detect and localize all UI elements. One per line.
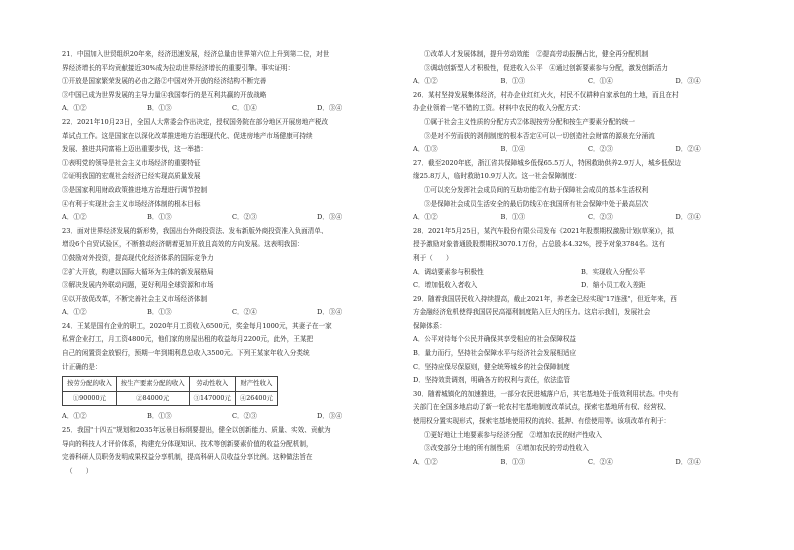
answer-options [62,211,402,225]
option-d[interactable]: D．③④ [317,412,343,421]
option-a[interactable]: A．①② [62,308,87,317]
option-a[interactable]: A．公平对待每个公民并确保其享受相应的社会保障权益 [413,335,577,344]
option-a[interactable]: A．①② [62,412,87,421]
statement: ④有利于实现社会主义市场经济体制的根本目标 [62,199,201,208]
question-30 [413,388,763,470]
question-27 [413,157,763,225]
option-c[interactable]: C．坚持应保尽保原则，健全统筹城乡的社会保障制度 [413,362,570,371]
answer-options [413,456,763,470]
question-25-options [413,48,763,89]
option-b[interactable]: B．①③ [147,213,172,222]
answer-options [413,266,763,280]
option-d[interactable]: D．缩小员工收入差距 [581,281,646,290]
question-24 [62,320,402,424]
question-text: 保障体系： [413,321,446,330]
right-column [413,48,763,469]
question-text: 发展、推进共同富裕上迈出重要步伐，这一举措： [62,145,208,154]
table-header-row [63,377,278,392]
question-25 [62,424,402,478]
option-b[interactable]: B．①③ [147,104,172,113]
option-c[interactable]: C．②④ [232,308,257,317]
option-b[interactable]: B．实现收入分配公平 [581,267,646,276]
option-b[interactable]: B．①④ [500,145,526,154]
question-text: 方金融经济危机使得我国居民高福利制度陷入巨大的压力。这启示我们，发展社会 [413,308,651,317]
table-header: 财产性收入 [235,377,277,392]
option-b[interactable]: B．①③ [500,213,526,222]
table-cell: ②84000元 [116,391,189,406]
statement: ①鼓励对外投资，提高现代化经济体系的国际竞争力 [62,253,214,262]
question-28 [413,225,763,293]
answer-options [413,143,763,157]
option-b[interactable]: B．①③ [147,412,172,421]
option-a[interactable]: A．①② [413,77,438,86]
question-text: 增设6个自贸试验区，不断推动经济朝着更加开放且高效的方向发展。这表明我国： [62,240,304,249]
answer-options [413,211,763,225]
question-21 [62,48,402,116]
question-text: 办企业领着一笔不错的工资。材料中农民的收入分配方式： [413,104,585,113]
statement: ①可以充分发挥社会成员间的互助功能②有助于保障社会成员的基本生活权利 [424,185,649,194]
answer-options [62,306,402,320]
option-c[interactable]: C．增加低收入者收入 [413,281,478,290]
option-d[interactable]: D．③④ [317,308,343,317]
statement: ③是国家利用财政政策推进地方治理进行调节控制 [62,185,208,194]
question-text: 25．我国"十四五"规划和2035年远景目标纲要提出，健全以创新能力、质量、实效、贡献为 [62,426,331,435]
question-text: 27．截至2020年底，浙江省共保障城乡低保65.5万人，特困救助供养2.9万人，城乡低保边 [413,158,681,167]
question-29 [413,293,763,388]
option-b[interactable]: B．①③ [500,457,526,466]
question-text: 30．随着城镇化的加速推进，一部分农民进城落户后，其宅基地处于低效利用状态。中央有 [413,389,679,398]
question-text: 界经济增长的平均贡献接近30%成为拉动世界经济增长的重要引擎。事实证明： [62,63,295,72]
option-d[interactable]: D．③④ [675,457,701,466]
statement: ③改变部分土地的所有制性质 ④增加农民的劳动性收入 [424,444,589,453]
question-text: 缘25.8万人，临时救助10.9万人次。这一社会保障制度： [413,172,581,181]
table-cell: ④26400元 [235,391,277,406]
option-d[interactable]: D．③④ [675,213,701,222]
option-d[interactable]: D．③④ [317,213,343,222]
question-text: 23．面对世界经济发展的新形势，我国出台外商投资法、发布新版外商投资准入负面清单、 [62,226,328,235]
question-text: 22．2021年10月23日，全国人大常委会作出决定，授权国务院在部分地区开展房地产税改 [62,117,329,126]
option-c[interactable]: C．②③ [232,412,257,421]
table-row [63,391,278,406]
question-23 [62,225,402,320]
statement: ①开放是国家繁荣发展的必由之路②中国对外开放的经济结构不断完善 [62,77,267,86]
question-26 [413,89,763,157]
question-22 [62,116,402,225]
statement: ①表明党的领导是社会主义市场经济的重要特征 [62,158,201,167]
option-b[interactable]: B．①③ [147,308,172,317]
option-c[interactable]: C．②③ [588,213,613,222]
option-a[interactable]: A．调动要素参与积极性 [413,267,484,276]
statement: ②证明我国的宏观社会经济已经实现高质量发展 [62,172,201,181]
question-text: 利于（ ） [413,253,453,262]
option-a[interactable]: A．①② [62,104,87,113]
left-column [62,48,402,478]
question-text: 使用权分置实现形式，探索宅基地使用权的流转、抵押、有偿使用等。该项改革有利于： [413,417,671,426]
question-text: 革试点工作。这是国家在以深化改革推进地方治理现代化、促进房地产市场健康可持续 [62,131,313,140]
option-d[interactable]: D．坚持效贵调剂，明确各方的权利与责任，依法监管 [413,376,570,385]
option-c[interactable]: C．①④ [232,104,257,113]
statement: ④以开放促改革，不断完善社会主义市场经济体制 [62,294,208,303]
table-header: 劳动性收入 [189,377,235,392]
table-cell: ③147000元 [189,391,235,406]
option-d[interactable]: D．③④ [317,104,343,113]
question-text: 26．某村坚持发展集体经济，村办企业红红火火，村民不仅耕种自家承包的土地，而且在村 [413,90,679,99]
question-text: 自己的闲置资金放银行，预期一年到期利息总收入3500元。下列王某家年收入分类统 [62,349,310,358]
income-table [62,376,278,406]
statement: ③调动创新型人才积极性，促进收入公平 ④通过创新要素参与分配，激发创新活力 [424,63,668,72]
option-c[interactable]: C．②④ [588,457,613,466]
statement: ③是保障社会成员生活安全的最后防线④在我国所有社会保障中处于最高层次 [424,199,649,208]
answer-blank: （ ） [66,466,93,475]
answer-options [413,279,763,293]
option-c[interactable]: C．②③ [588,145,613,154]
option-a[interactable]: A．①② [62,213,87,222]
table-header: 按生产要素分配的收入 [116,377,189,392]
option-d[interactable]: D．②④ [675,145,701,154]
statement: ③中国已成为世界发展的主导力量④我国奉行的是互利共赢的开放战略 [62,90,267,99]
statement: ①改革人才发展体制，提升劳动效能 ②提高劳动报酬占比，健全再分配机制 [424,50,649,58]
option-a[interactable]: A．①② [413,213,438,222]
statement: ③解决发展内外联动问题，更好利用全球资源和市场 [62,281,214,290]
option-d[interactable]: D．③④ [675,77,701,86]
table-header: 按劳分配的收入 [63,377,117,392]
option-a[interactable]: A．①② [413,457,438,466]
statement: ③是对不劳而获的剥削制度的根本否定④可以一切创造社会财富的源泉充分涌流 [424,131,655,140]
answer-options [62,102,402,116]
option-b[interactable]: B．量力而行，坚持社会保障水平与经济社会发展相适应 [413,349,577,358]
statement: ②扩大开放，构建以国际大循环为主体的新发展格局 [62,267,214,276]
question-text: 导向的科技人才评价体系，构建充分体现知识、技术等创新要素价值的收益分配机制， [62,439,313,448]
answer-options [413,75,763,89]
question-text: 28．2021年5月25日，某汽车股份有限公司发布《2021年股票期权激励计划(草案)》，拟 [413,226,674,235]
question-text: 授予激励对象普通股股票期权3070.1万份，占总股本4.32%，授予对象3784名。这有 [413,240,666,249]
option-c[interactable]: C．②③ [232,213,257,222]
question-text: 24．王某是国有企业的职工，2020年月工资收入6500元，奖金每月1000元，其妻子在一家 [62,321,332,330]
option-b[interactable]: B．①③ [500,77,526,86]
answer-options [62,410,402,424]
question-text: 29．随着我国居民收入持续提高，截止2021年，养老金已经实现"17连涨"，但近年来，西 [413,294,677,303]
question-text: 私营企业打工，月工资4800元，他们家的房屋出租的收益每月2200元，此外，王某把 [62,335,314,344]
statement: ①更好地让土地要素参与经济分配 ②增加农民的财产性收入 [424,430,603,439]
question-text: 完善科研人员职务发明成果权益分享机制，提高科研人员收益分享比例。这种做法旨在 [62,453,313,462]
question-text: 计正确的是： [62,362,102,371]
question-text: 关部门在全国多地启动了新一轮农村宅基地制度改革试点，探索宅基地所有权、经营权、 [413,403,671,412]
option-a[interactable]: A．①③ [413,145,438,154]
table-cell: ①90000元 [63,391,117,406]
question-text: 21．中国加入世贸组织20年来，经济迅速发展，经济总量由世界第六位上升到第二位，对世 [62,50,330,58]
option-c[interactable]: C．①④ [588,77,613,86]
statement: ①属于社会主义性质的分配方式②体现按劳分配和按生产要素分配的统一 [424,117,635,126]
